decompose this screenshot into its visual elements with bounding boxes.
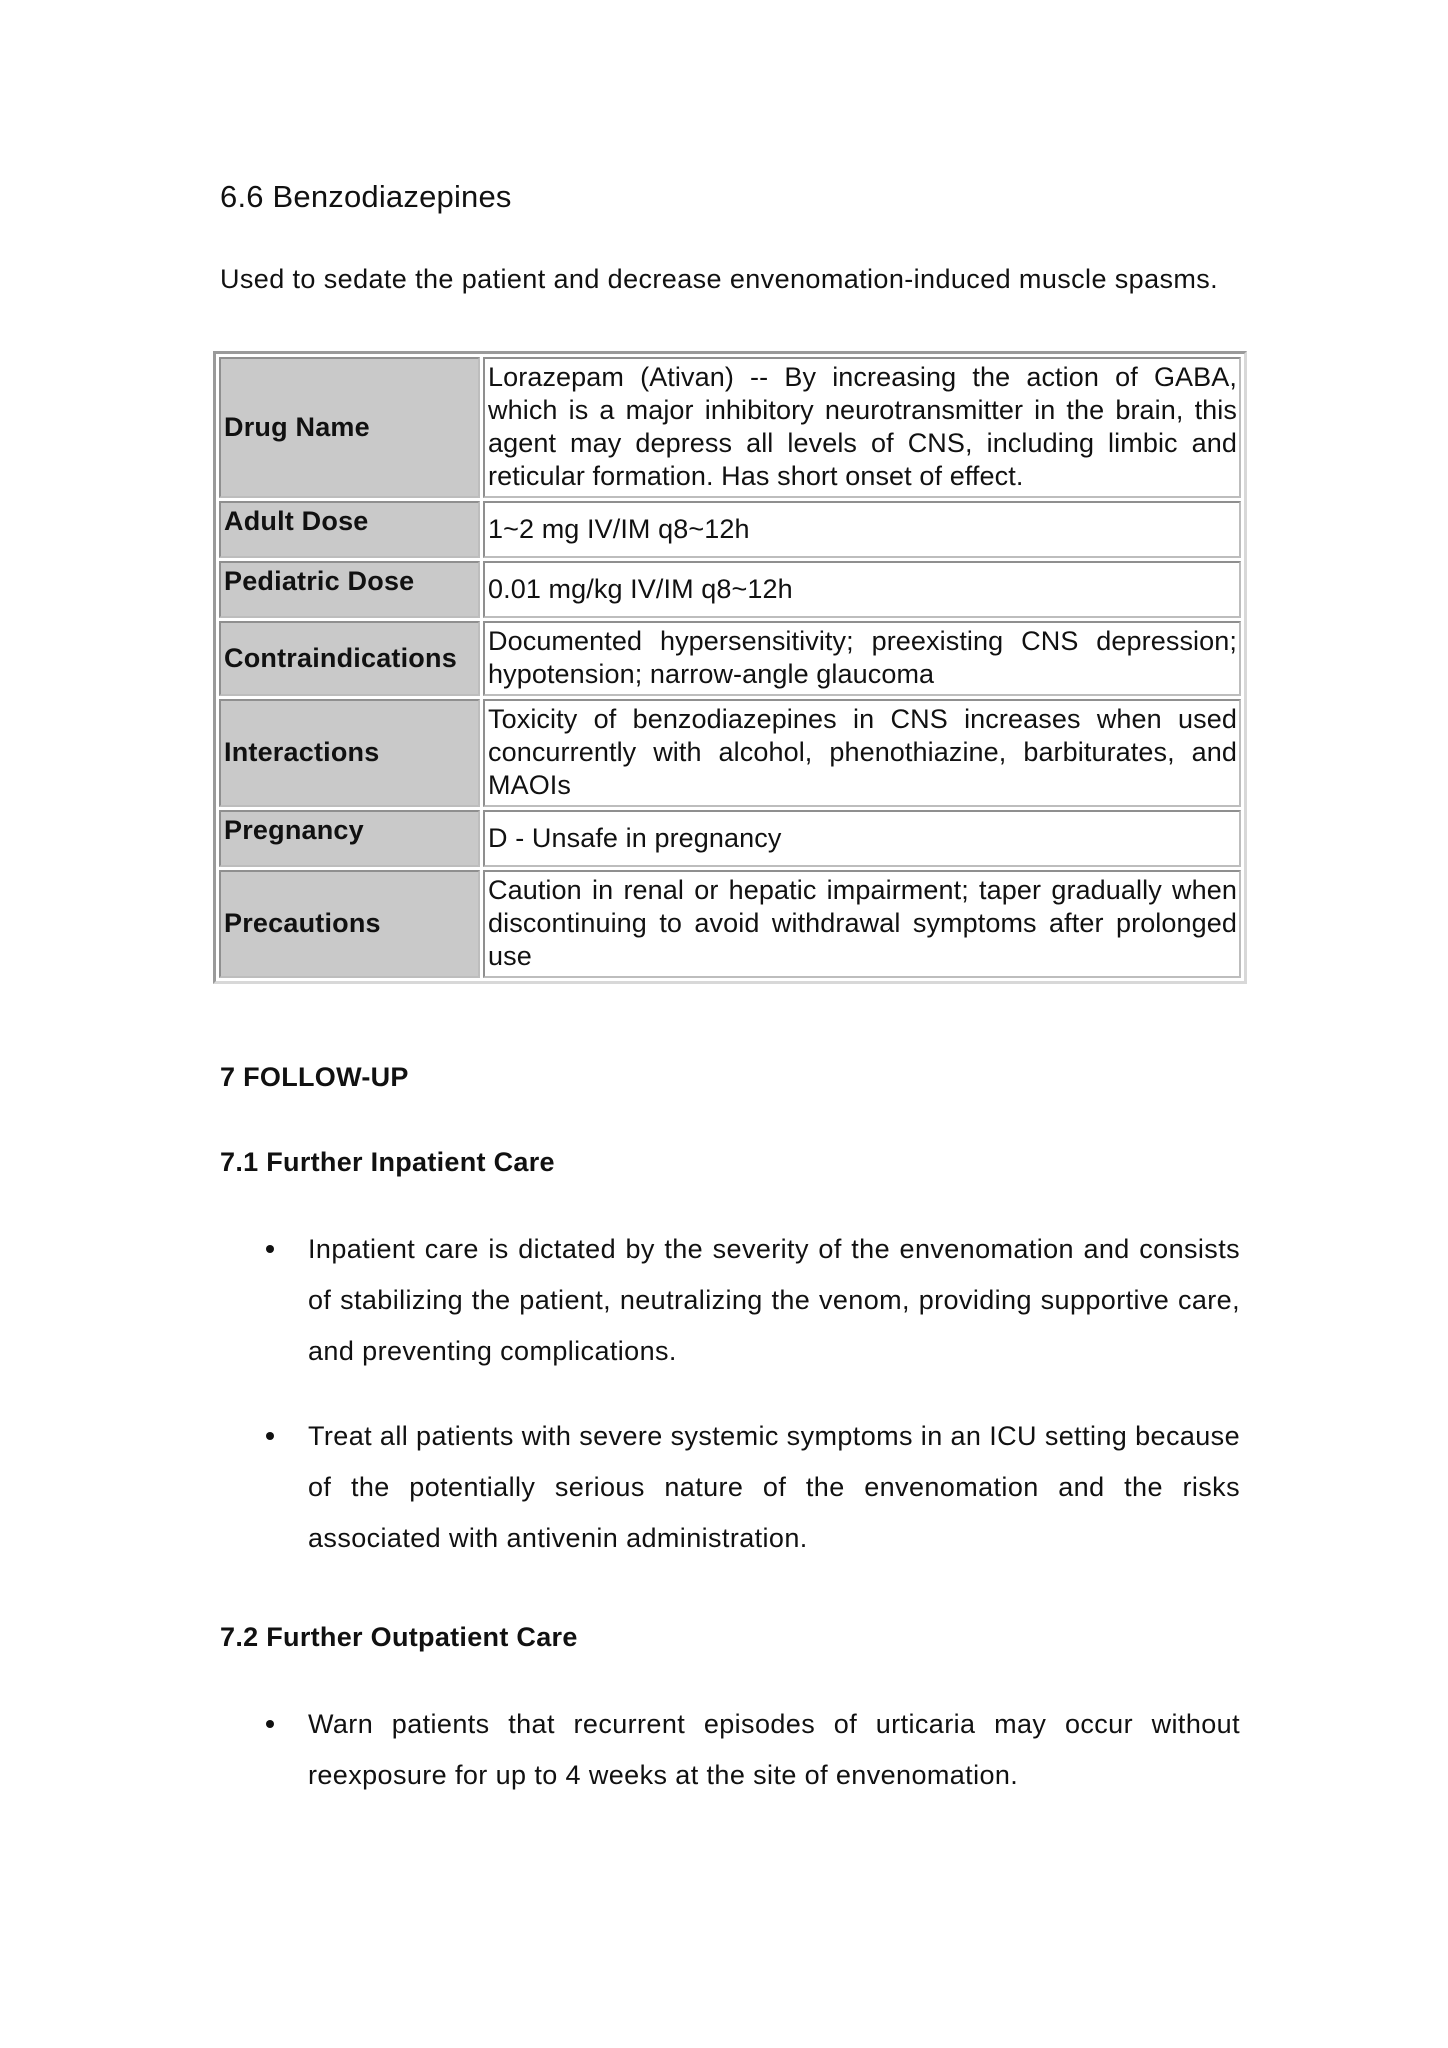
row-label-drug-name: Drug Name [219, 357, 480, 498]
list-item-text: Warn patients that recurrent episodes of urticaria may occur without reexposure for up to 4 weeks at the site of envenomation. [308, 1709, 1240, 1790]
table-row [219, 621, 1241, 696]
table-row [219, 810, 1241, 867]
list-item [220, 1411, 1240, 1564]
row-value-interactions: Toxicity of benzodiazepines in CNS increases when used concurrently with alcohol, phenothiazine, barbiturates, and MAOIs [483, 699, 1241, 807]
table-row [219, 561, 1241, 618]
section-heading: 6.6 Benzodiazepines [220, 179, 512, 214]
outpatient-care-heading: 7.2 Further Outpatient Care [220, 1622, 578, 1652]
table-row [219, 870, 1241, 978]
list-item [220, 1224, 1240, 1377]
row-value-pregnancy: D - Unsafe in pregnancy [483, 810, 1241, 867]
bullet-icon [266, 1245, 274, 1253]
row-value-pediatric-dose: 0.01 mg/kg IV/IM q8~12h [483, 561, 1241, 618]
drug-info-table [213, 351, 1247, 984]
row-value-precautions: Caution in renal or hepatic impairment; taper gradually when discontinuing to avoid withdrawal symptoms after prolonged use [483, 870, 1241, 978]
row-value-adult-dose: 1~2 mg IV/IM q8~12h [483, 501, 1241, 558]
bullet-icon [266, 1720, 274, 1728]
outpatient-care-list [220, 1699, 1240, 1801]
list-item-text: Inpatient care is dictated by the severity of the envenomation and consists of stabilizing the patient, neutralizing the venom, providing supportive care, and preventing complications. [308, 1234, 1240, 1366]
inpatient-care-heading: 7.1 Further Inpatient Care [220, 1147, 555, 1177]
row-label-adult-dose: Adult Dose [219, 501, 480, 558]
list-item-text: Treat all patients with severe systemic symptoms in an ICU setting because of the potentially serious nature of the envenomation and the risks associated with antivenin administration. [308, 1421, 1240, 1553]
follow-up-heading: 7 FOLLOW-UP [220, 1062, 409, 1092]
row-label-contraindications: Contraindications [219, 621, 480, 696]
section-intro: Used to sedate the patient and decrease envenomation-induced muscle spasms. [220, 264, 1219, 294]
table-row [219, 357, 1241, 498]
row-label-interactions: Interactions [219, 699, 480, 807]
table-row [219, 501, 1241, 558]
row-value-drug-name: Lorazepam (Ativan) -- By increasing the action of GABA, which is a major inhibitory neurotransmitter in the brain, this agent may depress all levels of CNS, including limbic and reticular formation. Has short onset of effect. [483, 357, 1241, 498]
row-label-precautions: Precautions [219, 870, 480, 978]
document-page [220, 170, 1240, 1801]
row-value-contraindications: Documented hypersensitivity; preexisting CNS depression; hypotension; narrow-angle glaucoma [483, 621, 1241, 696]
list-item [220, 1699, 1240, 1801]
bullet-icon [266, 1432, 274, 1440]
row-label-pediatric-dose: Pediatric Dose [219, 561, 480, 618]
row-label-pregnancy: Pregnancy [219, 810, 480, 867]
inpatient-care-list [220, 1224, 1240, 1564]
table-row [219, 699, 1241, 807]
